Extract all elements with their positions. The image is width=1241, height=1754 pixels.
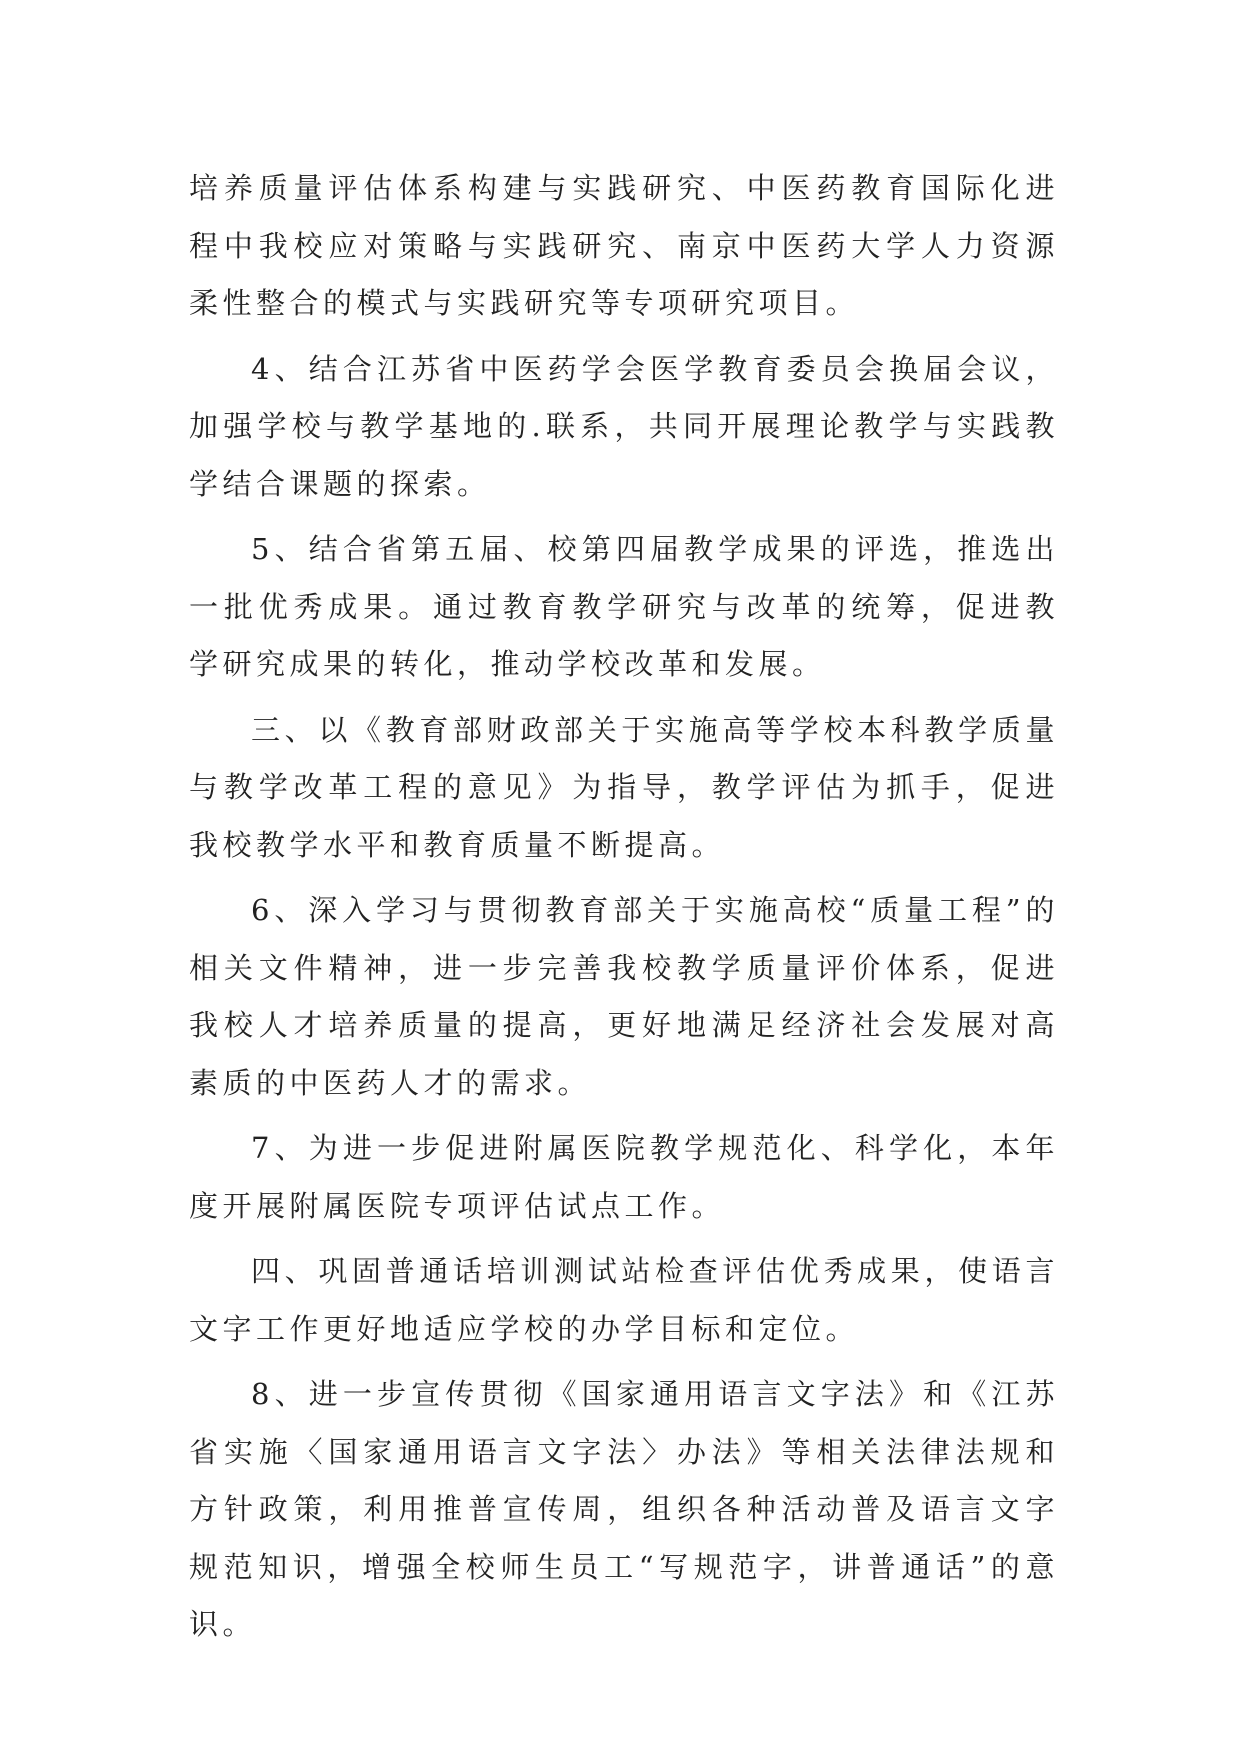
- paragraph-item-7: 7、为进一步促进附属医院教学规范化、科学化，本年度开展附属医院专项评估试点工作。: [189, 1131, 1059, 1223]
- paragraph-quality-evaluation-research: 培养质量评估体系构建与实践研究、中医药教育国际化进程中我校应对策略与实践研究、南京中医药大学人力资源柔性整合的模式与实践研究等专项研究项目。: [189, 171, 1059, 320]
- paragraph-item-6: 6、深入学习与贯彻教育部关于实施高校“质量工程”的相关文件精神，进一步完善我校教学质量评价体系，促进我校人才培养质量的提高，更好地满足经济社会发展对高素质的中医药人才的需求。: [189, 893, 1059, 1100]
- paragraph-item-4: 4、结合江苏省中医药学会医学教育委员会换届会议，加强学校与教学基地的.联系，共同开展理论教学与实践教学结合课题的探索。: [189, 351, 1059, 501]
- document-body: [189, 160, 1059, 1662]
- section-heading-3: 三、以《教育部财政部关于实施高等学校本科教学质量与教学改革工程的意见》为指导，教学评估为抓手，促进我校教学水平和教育质量不断提高。: [189, 712, 1059, 862]
- paragraph-item-8: 8、进一步宣传贯彻《国家通用语言文字法》和《江苏省实施〈国家通用语言文字法〉办法》等相关法律法规和方针政策，利用推普宣传周，组织各种活动普及语言文字规范知识，增强全校师生员工“写规范字，讲普通话”的意识。: [189, 1377, 1059, 1641]
- paragraph-item-5: 5、结合省第五届、校第四届教学成果的评选，推选出一批优秀成果。通过教育教学研究与改革的统筹，促进教学研究成果的转化，推动学校改革和发展。: [189, 532, 1059, 681]
- section-heading-4: 四、巩固普通话培训测试站检查评估优秀成果，使语言文字工作更好地适应学校的办学目标和定位。: [189, 1254, 1059, 1346]
